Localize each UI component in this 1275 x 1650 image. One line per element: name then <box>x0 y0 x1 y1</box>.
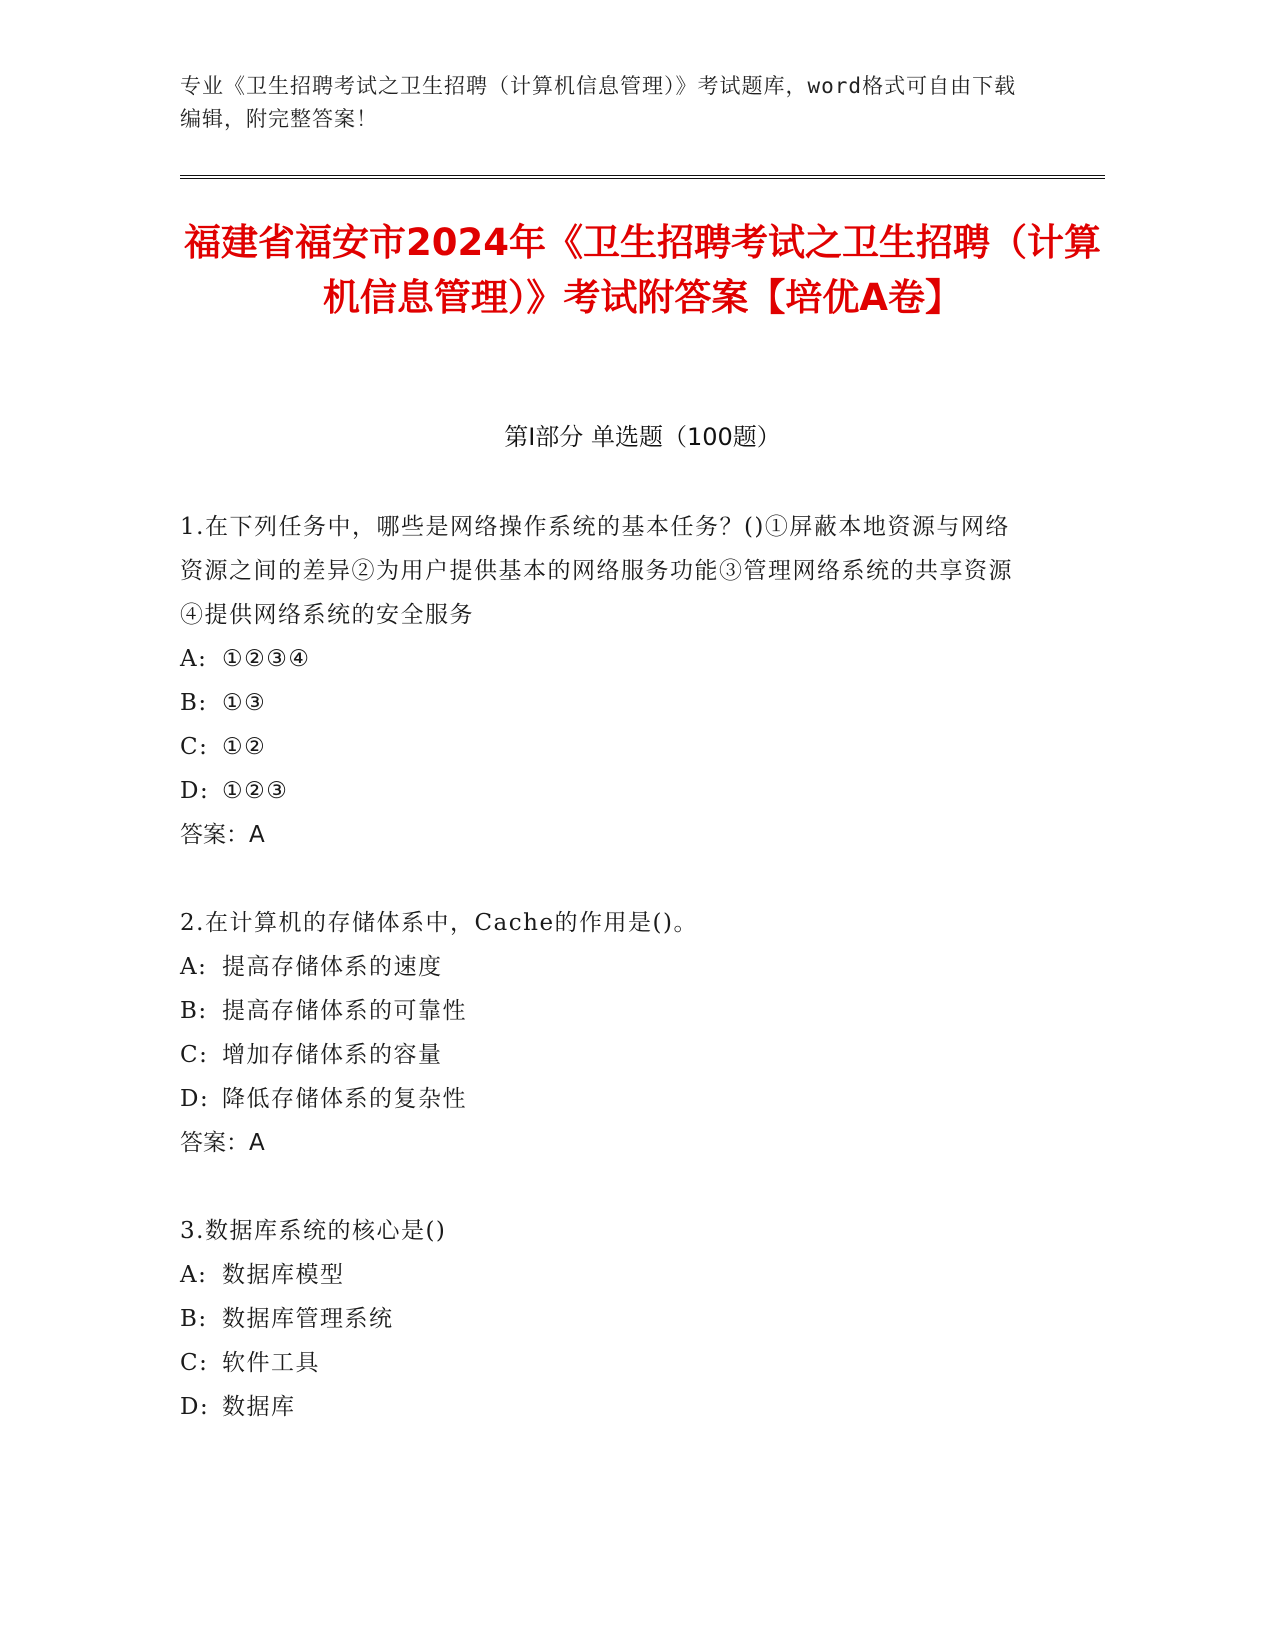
option-b <box>180 1297 1020 1341</box>
question-list <box>180 505 1020 1473</box>
option-b <box>180 989 1020 1033</box>
option-d <box>180 769 1020 813</box>
question-1 <box>180 505 1020 857</box>
answer-line <box>180 813 1020 857</box>
section-heading: 第Ⅰ部分 单选题（100题） <box>504 423 781 451</box>
option-text: ①② <box>222 734 267 760</box>
option-text: ①③ <box>222 690 267 716</box>
option-text: 降低存储体系的复杂性 <box>222 1086 467 1112</box>
option-c <box>180 1033 1020 1077</box>
option-d <box>180 1077 1020 1121</box>
question-3 <box>180 1209 1020 1429</box>
question-stem: 1.在下列任务中，哪些是网络操作系统的基本任务？()①屏蔽本地资源与网络资源之间的差异②为用户提供基本的网络服务功能③管理网络系统的共享资源④提供网络系统的安全服务 <box>180 514 1013 628</box>
option-text: 提高存储体系的速度 <box>222 954 443 980</box>
option-text: 软件工具 <box>222 1350 320 1376</box>
answer-label: 答案： <box>180 1130 249 1156</box>
option-key: A: <box>180 1262 208 1288</box>
answer-value: A <box>249 822 265 848</box>
header-divider <box>180 175 1105 179</box>
option-key: B: <box>180 998 208 1024</box>
header-note: 专业《卫生招聘考试之卫生招聘（计算机信息管理）》考试题库，word格式可自由下载编辑，附完整答案！ <box>180 74 1017 131</box>
option-b <box>180 681 1020 725</box>
answer-line <box>180 1121 1020 1165</box>
question-stem: 2.在计算机的存储体系中，Cache的作用是()。 <box>180 910 699 936</box>
document-title: 福建省福安市2024年《卫生招聘考试之卫生招聘（计算机信息管理）》考试附答案【培优A卷】 <box>184 221 1101 319</box>
answer-value: A <box>249 1130 265 1156</box>
option-c <box>180 725 1020 769</box>
question-2 <box>180 901 1020 1165</box>
option-text: ①②③④ <box>222 646 311 672</box>
option-text: ①②③ <box>222 778 289 804</box>
option-text: 增加存储体系的容量 <box>222 1042 443 1068</box>
option-key: D: <box>180 778 210 804</box>
option-key: C: <box>180 1042 209 1068</box>
option-text: 数据库模型 <box>222 1262 345 1288</box>
option-key: C: <box>180 734 209 760</box>
option-key: B: <box>180 1306 208 1332</box>
question-stem: 3.数据库系统的核心是() <box>180 1218 447 1244</box>
option-key: D: <box>180 1394 210 1420</box>
option-key: A: <box>180 646 208 672</box>
option-a <box>180 945 1020 989</box>
option-text: 数据库 <box>222 1394 296 1420</box>
option-key: D: <box>180 1086 210 1112</box>
option-key: B: <box>180 690 208 716</box>
option-a <box>180 1253 1020 1297</box>
answer-label: 答案： <box>180 822 249 848</box>
option-d <box>180 1385 1020 1429</box>
option-c <box>180 1341 1020 1385</box>
option-text: 数据库管理系统 <box>222 1306 394 1332</box>
option-key: C: <box>180 1350 209 1376</box>
option-a <box>180 637 1020 681</box>
option-key: A: <box>180 954 208 980</box>
option-text: 提高存储体系的可靠性 <box>222 998 467 1024</box>
